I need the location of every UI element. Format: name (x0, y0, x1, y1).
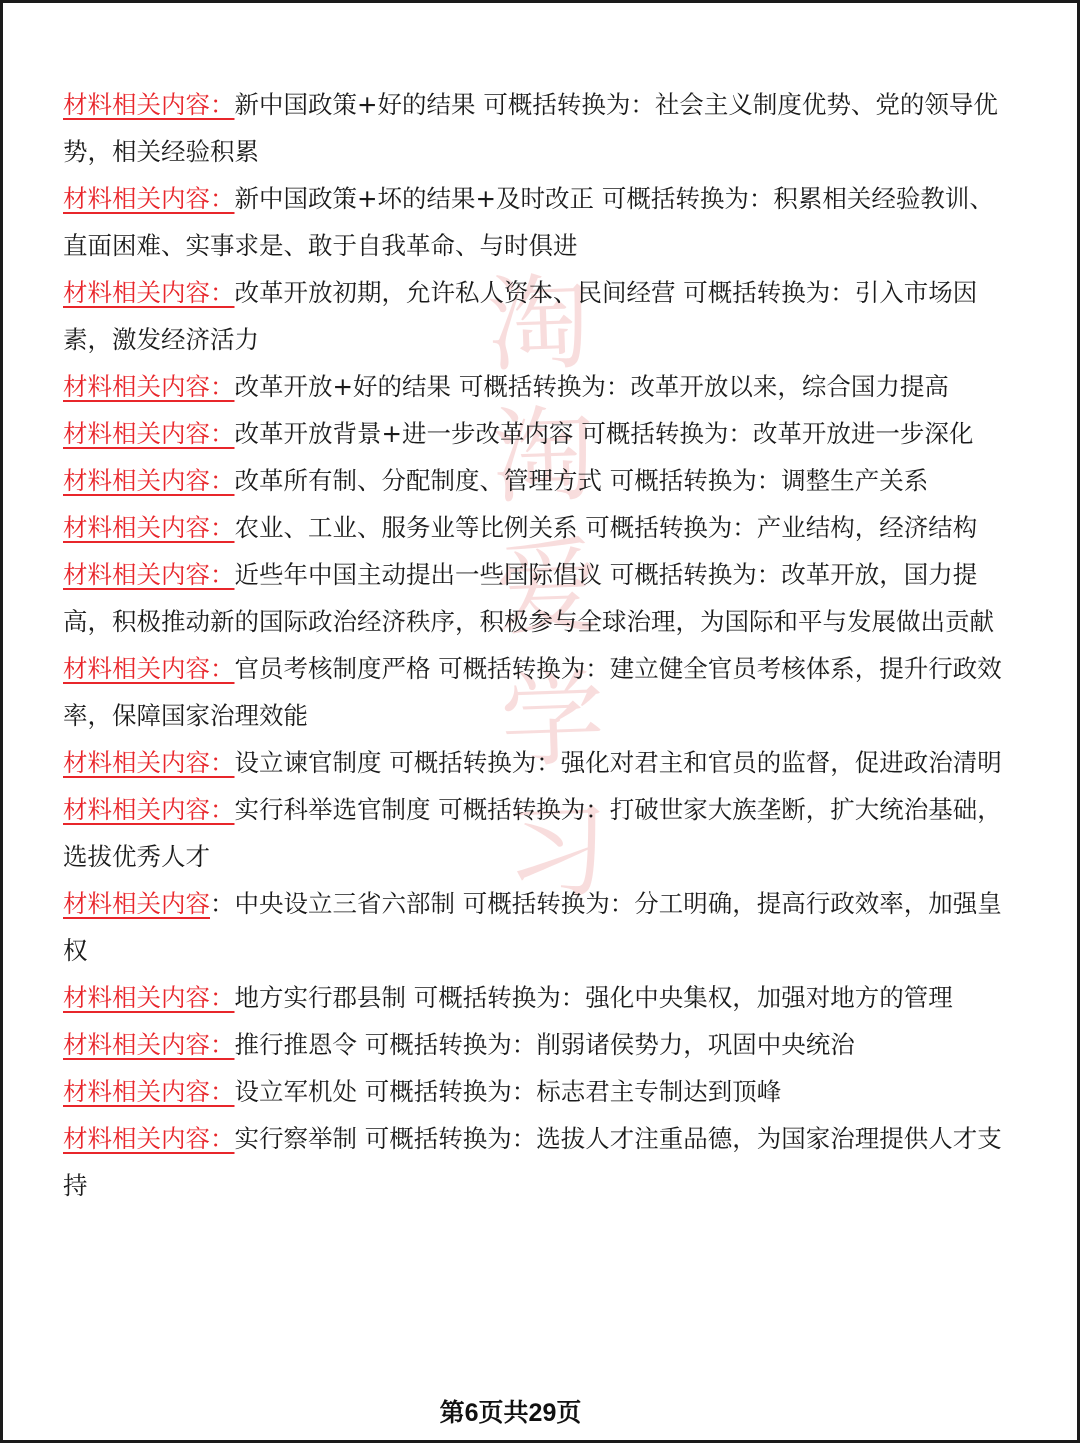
entry-label: 材料相关内容： (63, 1030, 235, 1059)
entry-text: 近些年中国主动提出一些国际倡议 可概括转换为：改革开放，国力提高，积极推动新的国际政治经济秩序，积极参与全球治理，为国际和平与发展做出贡献 (63, 560, 994, 636)
entry (63, 81, 1013, 175)
entry-label: 材料相关内容： (63, 560, 235, 589)
entry (63, 269, 1013, 363)
entry (63, 504, 1013, 551)
entry (63, 175, 1013, 269)
entry-label: 材料相关内容： (63, 654, 235, 683)
entry-label: 材料相关内容： (63, 278, 235, 307)
entry-text: ：中央设立三省六部制 可概括转换为：分工明确，提高行政效率，加强皇权 (63, 889, 1002, 965)
watermark-char: 淘 (484, 261, 593, 387)
entry-text: 改革开放+好的结果 可概括转换为：改革开放以来，综合国力提高 (234, 372, 949, 401)
entry (63, 786, 1013, 880)
entry-text: 农业、工业、服务业等比例关系 可概括转换为：产业结构，经济结构 (234, 513, 978, 542)
entry-text: 设立军机处 可概括转换为：标志君主专制达到顶峰 (234, 1077, 782, 1106)
entry-text: 改革所有制、分配制度、管理方式 可概括转换为：调整生产关系 (234, 466, 929, 495)
entry-text: 官员考核制度严格 可概括转换为：建立健全官员考核体系，提升行政效率，保障国家治理效能 (63, 654, 1002, 730)
entry-label: 材料相关内容： (63, 795, 235, 824)
entry-text: 改革开放背景+进一步改革内容 可概括转换为：改革开放进一步深化 (234, 419, 974, 448)
entry-text: 实行察举制 可概括转换为：选拔人才注重品德，为国家治理提供人才支持 (63, 1124, 1002, 1200)
entry (63, 739, 1013, 786)
entry (63, 410, 1013, 457)
entry (63, 880, 1013, 974)
watermark-char: 学 (498, 657, 607, 783)
entry-list (63, 81, 1013, 1209)
entry-text: 新中国政策+坏的结果+及时改正 可概括转换为：积累相关经验教训、直面困难、实事求是、敢于自我革命、与时俱进 (63, 184, 994, 260)
entry-label: 材料相关内容： (63, 1077, 235, 1106)
entry-text: 设立谏官制度 可概括转换为：强化对君主和官员的监督，促进政治清明 (234, 748, 1002, 777)
entry (63, 1115, 1013, 1209)
entry (63, 1068, 1013, 1115)
entry (63, 974, 1013, 1021)
entry-label: 材料相关内容： (63, 1124, 235, 1153)
entry (63, 363, 1013, 410)
entry-label: 材料相关内容： (63, 419, 235, 448)
entry (63, 1021, 1013, 1068)
entry-label: 材料相关内容： (63, 90, 235, 119)
entry-text: 实行科举选官制度 可概括转换为：打破世家大族垄断，扩大统治基础，选拔优秀人才 (63, 795, 1002, 871)
entry (63, 645, 1013, 739)
watermark-char: 爱 (493, 525, 603, 651)
entry (63, 457, 1013, 504)
entry-label: 材料相关内容： (63, 466, 235, 495)
page-number: 第6页共29页 (439, 1399, 582, 1427)
entry-text: 新中国政策+好的结果 可概括转换为：社会主义制度优势、党的领导优势，相关经验积累 (63, 90, 998, 166)
watermark-char: 习 (503, 789, 612, 915)
entry-label: 材料相关内容： (63, 372, 235, 401)
entry-label: 材料相关内容 (63, 889, 210, 918)
entry-label: 材料相关内容： (63, 513, 235, 542)
entry-text: 推行推恩令 可概括转换为：削弱诸侯势力，巩固中央统治 (234, 1030, 855, 1059)
entry-text: 改革开放初期，允许私人资本、民间经营 可概括转换为：引入市场因素，激发经济活力 (63, 278, 978, 354)
entry-label: 材料相关内容： (63, 983, 235, 1012)
entry-label: 材料相关内容： (63, 184, 235, 213)
entry (63, 551, 1013, 645)
entry-label: 材料相关内容： (63, 748, 235, 777)
entry-text: 地方实行郡县制 可概括转换为：强化中央集权，加强对地方的管理 (234, 983, 953, 1012)
watermark-char: 淘 (489, 393, 598, 519)
